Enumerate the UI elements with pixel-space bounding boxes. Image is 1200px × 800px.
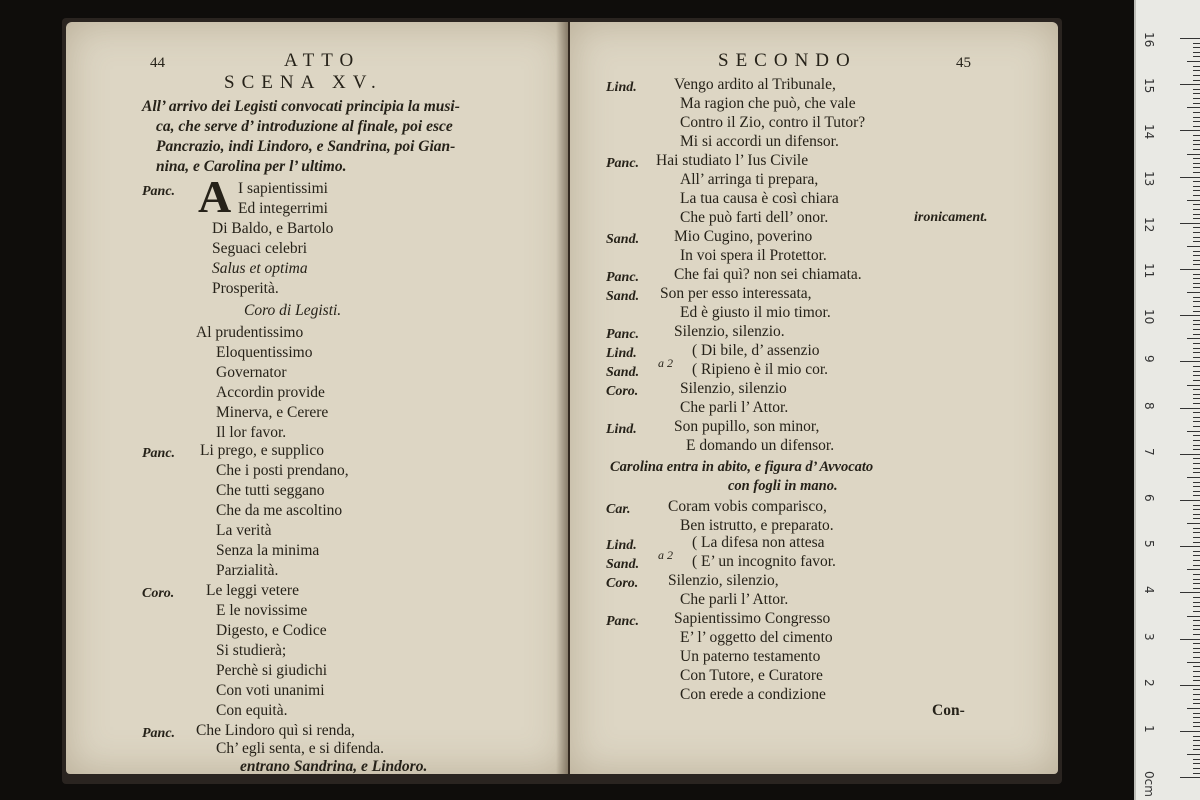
- verse-line: Con voti unanimi: [216, 682, 325, 699]
- speaker: Panc.: [606, 156, 640, 171]
- ruler-number: 10: [1142, 309, 1156, 325]
- ruler-tick: [1193, 167, 1200, 168]
- ruler-tick: [1193, 726, 1200, 727]
- ruler-tick: [1187, 431, 1200, 432]
- stage-direction-line: nina, e Carolina per l’ ultimo.: [156, 158, 347, 175]
- ruler-tick: [1193, 699, 1200, 700]
- ruler-tick: [1193, 579, 1200, 580]
- ruler-tick: [1193, 611, 1200, 612]
- ruler-tick: [1193, 634, 1200, 635]
- ruler-tick: [1193, 759, 1200, 760]
- ruler-number: 15: [1142, 78, 1156, 94]
- verse-line: Prosperità.: [212, 280, 279, 297]
- ruler-tick: [1193, 241, 1200, 242]
- verse-line: Con erede a condizione: [680, 686, 826, 703]
- ruler-tick: [1193, 237, 1200, 238]
- ruler-tick: [1193, 52, 1200, 53]
- ruler-tick: [1193, 320, 1200, 321]
- verse-line: Si studierà;: [216, 642, 287, 659]
- ruler-tick: [1193, 491, 1200, 492]
- chorus-heading: Coro di Legisti.: [244, 302, 342, 319]
- stage-direction-line: entrano Sandrina, e Lindoro.: [240, 758, 428, 775]
- verse-line: Silenzio, silenzio.: [674, 323, 785, 340]
- verse-line: E domando un difensor.: [686, 437, 835, 454]
- verse-line: Perchè si giudichi: [216, 662, 328, 679]
- ruler-tick: [1193, 542, 1200, 543]
- ruler-tick: [1193, 740, 1200, 741]
- ruler-tick: [1193, 671, 1200, 672]
- verse-line: Che i posti prendano,: [216, 462, 349, 479]
- ruler-tick: [1193, 717, 1200, 718]
- ruler-tick: [1193, 606, 1200, 607]
- ruler-tick: [1193, 375, 1200, 376]
- ruler-tick: [1193, 625, 1200, 626]
- ruler-tick: [1193, 324, 1200, 325]
- ruler-tick: [1180, 269, 1200, 270]
- verse-line: Ed è giusto il mio timor.: [680, 304, 831, 321]
- ruler-tick: [1193, 394, 1200, 395]
- verse-line: Di Baldo, e Bartolo: [212, 220, 334, 237]
- ruler-tick: [1193, 140, 1200, 141]
- ruler-number: 6: [1142, 494, 1156, 502]
- ruler-tick: [1193, 204, 1200, 205]
- ruler-tick: [1193, 643, 1200, 644]
- ruler-tick: [1193, 518, 1200, 519]
- left-page-number: 44: [150, 55, 165, 71]
- ruler-tick: [1193, 278, 1200, 279]
- verse-line: Ed integerrimi: [238, 200, 328, 217]
- ruler-tick: [1193, 445, 1200, 446]
- ruler-tick: [1193, 103, 1200, 104]
- ruler-tick: [1193, 334, 1200, 335]
- speaker: Car.: [606, 502, 631, 517]
- verse-line: Coram vobis comparisco,: [668, 498, 827, 515]
- drop-cap: A: [198, 171, 232, 222]
- ruler-tick: [1193, 93, 1200, 94]
- ruler-tick: [1193, 260, 1200, 261]
- stage-direction-line: Pancrazio, indi Lindoro, e Sandrina, poi Gian-: [156, 138, 456, 155]
- ruler-number: 2: [1142, 678, 1156, 687]
- verse-line: Che tutti seggano: [216, 482, 325, 499]
- ruler-tick: [1193, 264, 1200, 265]
- verse-line: Il lor favor.: [216, 424, 287, 441]
- ruler-number: 9: [1142, 355, 1156, 364]
- ruler-tick: [1193, 597, 1200, 598]
- speaker: Coro.: [142, 586, 175, 601]
- ruler-tick: [1193, 514, 1200, 515]
- ruler-number: 11: [1142, 263, 1156, 279]
- verse-line: Senza la minima: [216, 542, 320, 559]
- ruler-tick: [1187, 292, 1200, 293]
- ruler-tick: [1187, 200, 1200, 201]
- left-running-head: ATTO: [284, 50, 361, 71]
- ruler-tick: [1193, 472, 1200, 473]
- ruler-tick: [1180, 177, 1200, 178]
- ruler-tick: [1193, 440, 1200, 441]
- ruler-tick: [1193, 763, 1200, 764]
- ruler-tick: [1193, 75, 1200, 76]
- right-page: [570, 22, 1058, 774]
- verse-line: Silenzio, silenzio: [680, 380, 787, 397]
- verse-line: Al prudentissimo: [196, 324, 304, 341]
- verse-line: Contro il Zio, contro il Tutor?: [680, 114, 866, 131]
- ruler-tick: [1193, 195, 1200, 196]
- ruler-tick: [1193, 449, 1200, 450]
- ruler-tick: [1187, 523, 1200, 524]
- ruler-tick: [1193, 463, 1200, 464]
- ruler-tick: [1193, 389, 1200, 390]
- ruler-tick: [1193, 435, 1200, 436]
- ruler-tick: [1180, 315, 1200, 316]
- ruler-tick: [1193, 181, 1200, 182]
- stage-direction-line: ca, che serve d’ introduzione al finale, poi esce: [156, 118, 453, 135]
- ruler-tick: [1193, 588, 1200, 589]
- ruler-tick: [1180, 84, 1200, 85]
- ruler-tick: [1193, 620, 1200, 621]
- ruler-tick: [1193, 343, 1200, 344]
- verse-line: Un paterno testamento: [680, 648, 821, 665]
- ruler-tick: [1193, 486, 1200, 487]
- ruler-tick: [1193, 629, 1200, 630]
- ruler-tick: [1187, 708, 1200, 709]
- ruler-tick: [1193, 274, 1200, 275]
- verse-line: Governator: [216, 364, 287, 381]
- verse-line: Digesto, e Codice: [216, 622, 327, 639]
- verse-line: Che parli l’ Attor.: [680, 399, 789, 416]
- ruler-tick: [1193, 70, 1200, 71]
- ruler-tick: [1193, 398, 1200, 399]
- ruler-tick: [1193, 172, 1200, 173]
- ruler-tick: [1193, 417, 1200, 418]
- left-page: [66, 22, 568, 774]
- verse-line: Salus et optima: [212, 260, 308, 277]
- verse-line: La tua causa è così chiara: [680, 190, 839, 207]
- ruler-tick: [1193, 80, 1200, 81]
- ruler-tick: [1193, 209, 1200, 210]
- ruler-tick: [1193, 736, 1200, 737]
- ruler-tick: [1193, 135, 1200, 136]
- verse-line: ( Ripieno è il mio cor.: [692, 361, 829, 378]
- ruler-tick: [1193, 509, 1200, 510]
- verse-line: Parzialità.: [216, 562, 279, 579]
- ruler-tick: [1187, 338, 1200, 339]
- ruler-tick: [1193, 43, 1200, 44]
- ruler-tick: [1193, 144, 1200, 145]
- verse-line: Che parli l’ Attor.: [680, 591, 789, 608]
- ruler-tick: [1193, 745, 1200, 746]
- ruler-tick: [1180, 592, 1200, 593]
- ruler-tick: [1187, 246, 1200, 247]
- stage-direction-line: con fogli in mano.: [728, 478, 838, 494]
- verse-line: Eloquentissimo: [216, 344, 313, 361]
- ruler-tick: [1180, 639, 1200, 640]
- aside-direction: ironicament.: [914, 210, 988, 225]
- ruler-tick: [1193, 583, 1200, 584]
- ruler-tick: [1193, 371, 1200, 372]
- speaker: Coro.: [606, 576, 639, 591]
- ruler-tick: [1193, 560, 1200, 561]
- ruler-tick: [1193, 694, 1200, 695]
- verse-line: Silenzio, silenzio,: [668, 572, 779, 589]
- ruler-number: 8: [1142, 401, 1156, 410]
- verse-line: Che fai quì? non sei chiamata.: [674, 266, 862, 283]
- ruler-tick: [1180, 685, 1200, 686]
- ruler-tick: [1180, 361, 1200, 362]
- verse-line: Son pupillo, son minor,: [674, 418, 820, 435]
- verse-line: Le leggi vetere: [206, 582, 299, 599]
- ruler-tick: [1180, 408, 1200, 409]
- ruler-tick: [1193, 648, 1200, 649]
- verse-line: Minerva, e Cerere: [216, 404, 329, 421]
- ruler-tick: [1193, 329, 1200, 330]
- catchword: Con-: [932, 702, 965, 719]
- ruler-tick: [1193, 773, 1200, 774]
- ruler-tick: [1187, 662, 1200, 663]
- verse-line: E le novissime: [216, 602, 308, 619]
- ruler-tick: [1193, 749, 1200, 750]
- ruler-tick: [1193, 287, 1200, 288]
- ruler-tick: [1193, 47, 1200, 48]
- verse-line: Che può farti dell’ onor.: [680, 209, 829, 226]
- ruler-number: 4: [1142, 586, 1156, 595]
- ruler-number: 12: [1142, 216, 1156, 233]
- ruler-tick: [1193, 306, 1200, 307]
- ruler-tick: [1193, 255, 1200, 256]
- ruler-tick: [1193, 357, 1200, 358]
- ruler-tick: [1180, 454, 1200, 455]
- ruler-tick: [1193, 574, 1200, 575]
- ruler-tick: [1193, 602, 1200, 603]
- ruler-tick: [1180, 223, 1200, 224]
- ruler-tick: [1193, 657, 1200, 658]
- ruler-tick: [1193, 186, 1200, 187]
- verse-line: Ben istrutto, e preparato.: [680, 517, 834, 534]
- ruler-tick: [1187, 107, 1200, 108]
- ruler-tick: [1193, 66, 1200, 67]
- ruler-tick: [1193, 689, 1200, 690]
- ruler-tick: [1193, 126, 1200, 127]
- stage-direction-line: All’ arrivo dei Legisti convocati principia la musi-: [142, 98, 460, 115]
- verse-line: La verità: [216, 522, 272, 539]
- ruler-tick: [1193, 551, 1200, 552]
- ruler-tick: [1180, 731, 1200, 732]
- verse-line: In voi spera il Protettor.: [680, 247, 827, 264]
- verse-line: Hai studiato l’ Ius Civile: [656, 152, 809, 169]
- ruler-tick: [1193, 112, 1200, 113]
- ruler-tick: [1193, 482, 1200, 483]
- ruler-tick: [1193, 98, 1200, 99]
- ruler-tick: [1193, 283, 1200, 284]
- ruler-tick: [1187, 477, 1200, 478]
- ruler-tick: [1193, 121, 1200, 122]
- verse-line: Ch’ egli senta, e si difenda.: [216, 740, 385, 757]
- verse-line: E’ l’ oggetto del cimento: [680, 629, 833, 646]
- ruler-tick: [1193, 214, 1200, 215]
- ruler-tick: [1193, 565, 1200, 566]
- speaker: Panc.: [142, 446, 176, 461]
- right-page-number: 45: [956, 55, 971, 71]
- ruler-number: 3: [1142, 632, 1156, 641]
- verse-line: Mi si accordi un difensor.: [680, 133, 839, 150]
- speaker: Sand.: [606, 289, 640, 304]
- ruler-tick: [1193, 528, 1200, 529]
- ruler-tick: [1193, 537, 1200, 538]
- speaker: Panc.: [606, 614, 640, 629]
- ruler-tick: [1193, 421, 1200, 422]
- verse-line: Con equità.: [216, 702, 288, 719]
- speaker: Coro.: [606, 384, 639, 399]
- ruler-tick: [1193, 426, 1200, 427]
- verse-line: Accordin provide: [216, 384, 325, 401]
- speaker: Sand.: [606, 557, 640, 572]
- verse-line: Che da me ascoltino: [216, 502, 343, 519]
- ruler-tick: [1180, 500, 1200, 501]
- ruler-tick: [1187, 754, 1200, 755]
- verse-line: Son per esso interessata,: [660, 285, 812, 302]
- ruler-tick: [1187, 385, 1200, 386]
- ruler-number: 16: [1142, 32, 1156, 48]
- speaker: Lind.: [606, 422, 637, 437]
- a-due-mark: a 2: [658, 356, 673, 370]
- ruler-tick: [1187, 154, 1200, 155]
- ruler-tick: [1193, 352, 1200, 353]
- ruler-tick: [1193, 495, 1200, 496]
- ruler-tick: [1193, 251, 1200, 252]
- ruler-tick: [1193, 468, 1200, 469]
- ruler-tick: [1193, 666, 1200, 667]
- ruler-tick: [1193, 297, 1200, 298]
- ruler-tick: [1193, 232, 1200, 233]
- ruler-tick: [1193, 117, 1200, 118]
- ruler-number: 5: [1142, 540, 1156, 548]
- ruler-tick: [1193, 218, 1200, 219]
- ruler-tick: [1193, 149, 1200, 150]
- ruler-tick: [1193, 301, 1200, 302]
- ruler-tick: [1180, 546, 1200, 547]
- speaker: Panc.: [142, 726, 176, 741]
- speaker: Lind.: [606, 538, 637, 553]
- ruler-tick: [1193, 380, 1200, 381]
- verse-line: ( E’ un incognito favor.: [692, 553, 836, 570]
- speaker: Panc.: [606, 327, 640, 342]
- speaker: Panc.: [606, 270, 640, 285]
- verse-line: ( La difesa non attesa: [692, 534, 825, 551]
- ruler-tick: [1187, 569, 1200, 570]
- ruler-number: 14: [1142, 124, 1156, 140]
- ruler-tick: [1193, 505, 1200, 506]
- ruler-tick: [1180, 38, 1200, 39]
- verse-line: All’ arringa ti prepara,: [680, 171, 819, 188]
- verse-line: ( Di bile, d’ assenzio: [692, 342, 820, 359]
- ruler-tick: [1193, 680, 1200, 681]
- ruler-tick: [1187, 61, 1200, 62]
- ruler-tick: [1193, 158, 1200, 159]
- ruler-tick: [1193, 676, 1200, 677]
- ruler-tick: [1193, 311, 1200, 312]
- ruler-tick: [1187, 616, 1200, 617]
- verse-line: Mio Cugino, poverino: [674, 228, 813, 245]
- speaker: Panc.: [142, 184, 176, 199]
- verse-line: Che Lindoro quì si renda,: [196, 722, 355, 739]
- ruler-tick: [1193, 555, 1200, 556]
- ruler-tick: [1193, 227, 1200, 228]
- ruler-number: 0cm: [1142, 771, 1156, 798]
- ruler-tick: [1193, 412, 1200, 413]
- measuring-ruler: [1134, 0, 1200, 800]
- scene-title: SCENA XV.: [224, 72, 383, 93]
- verse-line: Seguaci celebri: [212, 240, 308, 257]
- ruler-tick: [1193, 89, 1200, 90]
- ruler-tick: [1180, 130, 1200, 131]
- speaker: Sand.: [606, 232, 640, 247]
- ruler-tick: [1193, 768, 1200, 769]
- verse-line: Li prego, e supplico: [200, 442, 324, 459]
- ruler-tick: [1193, 366, 1200, 367]
- verse-line: Ma ragion che può, che vale: [680, 95, 856, 112]
- ruler-tick: [1193, 56, 1200, 57]
- speaker: Lind.: [606, 80, 637, 95]
- ruler-tick: [1193, 532, 1200, 533]
- right-running-head: SECONDO: [718, 50, 857, 71]
- speaker: Sand.: [606, 365, 640, 380]
- ruler-tick: [1193, 458, 1200, 459]
- ruler-tick: [1193, 163, 1200, 164]
- verse-line: Vengo ardito al Tribunale,: [674, 76, 836, 93]
- stage-direction-line: Carolina entra in abito, e figura d’ Avvocato: [610, 459, 874, 475]
- verse-line: I sapientissimi: [238, 180, 328, 197]
- ruler-tick: [1180, 777, 1200, 778]
- a-due-mark: a 2: [658, 548, 673, 562]
- ruler-tick: [1193, 652, 1200, 653]
- ruler-tick: [1193, 703, 1200, 704]
- ruler-tick: [1193, 190, 1200, 191]
- verse-line: Sapientissimo Congresso: [674, 610, 831, 627]
- ruler-number: 13: [1142, 170, 1156, 186]
- speaker: Lind.: [606, 346, 637, 361]
- verse-line: Con Tutore, e Curatore: [680, 667, 823, 684]
- ruler-tick: [1193, 348, 1200, 349]
- ruler-number: 7: [1142, 447, 1156, 456]
- ruler-tick: [1193, 403, 1200, 404]
- ruler-tick: [1193, 713, 1200, 714]
- ruler-number: 1: [1142, 725, 1156, 733]
- ruler-tick: [1193, 722, 1200, 723]
